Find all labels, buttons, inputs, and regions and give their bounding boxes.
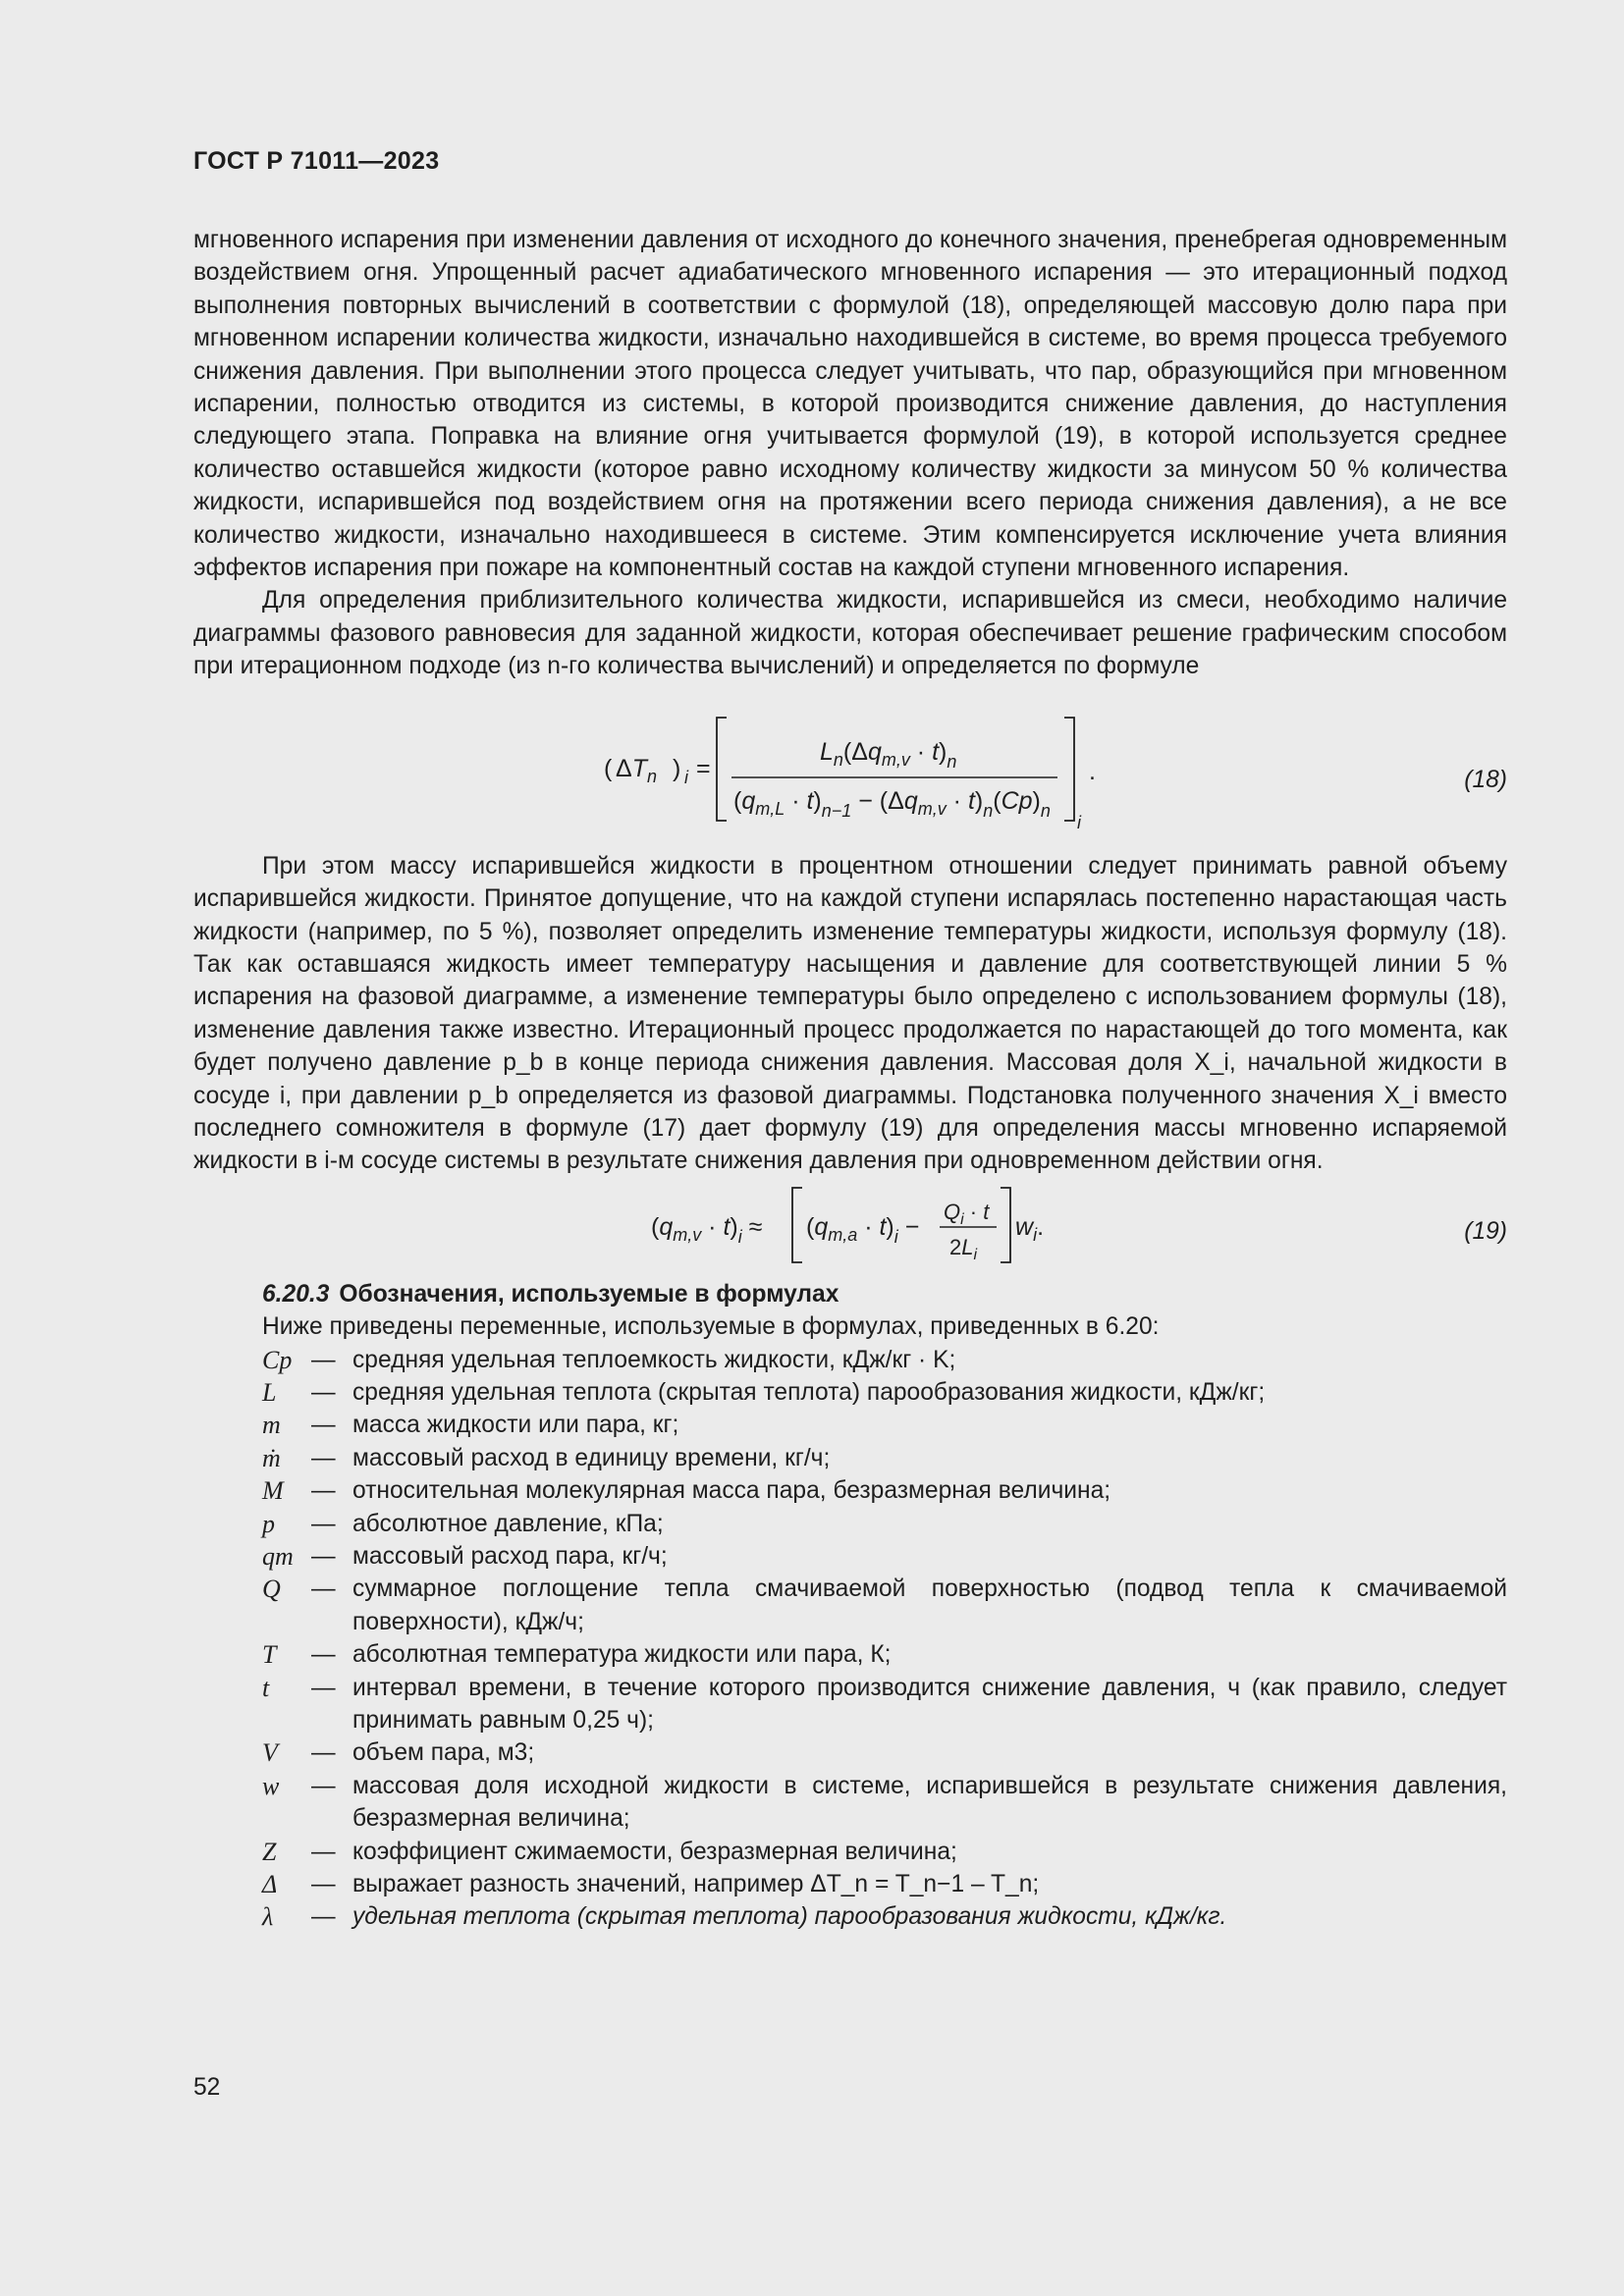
section-intro: Ниже приведены переменные, используемые в формулах, приведенных в 6.20:: [262, 1313, 1160, 1341]
definition-item: Cp — средняя удельная теплоемкость жидкости, кДж/кг · K;: [262, 1344, 1507, 1376]
svg-text:(qm,v · t)i ≈: $(q_{m,v} \cdot t)_i$ ≈: [651, 1212, 763, 1247]
formula-18-graphic: [193, 683, 1507, 828]
definition-symbol: T: [262, 1640, 277, 1670]
definition-text: объем пара, м3;: [352, 1739, 535, 1767]
definition-symbol: Q: [262, 1575, 281, 1604]
formula-18-number: (18): [1464, 766, 1507, 793]
definition-text: относительная молекулярная масса пара, безразмерная величина;: [352, 1477, 1111, 1505]
definition-symbol: p: [262, 1509, 275, 1538]
definition-text: массовая доля исходной жидкости в системе, испарившейся в результате снижения давления, безразмерная величина;: [352, 1772, 1507, 1833]
definition-text: массовый расход в единицу времени, кг/ч;: [352, 1444, 831, 1471]
definition-item: w — массовая доля исходной жидкости в системе, испарившейся в результате снижения давления, безразмерная величина;: [262, 1770, 1507, 1836]
svg-text:.: .: [1089, 757, 1096, 785]
svg-text:=: =: [696, 754, 711, 782]
definition-text: интервал времени, в течение которого производится снижение давления, ч (как правило, следует принимать равным 0,25 ч);: [352, 1674, 1507, 1735]
definition-symbol: t: [262, 1673, 270, 1702]
definition-item: M — относительная молекулярная масса пара, безразмерная величина;: [262, 1474, 1507, 1507]
document-header: ГОСТ Р 71011—2023: [193, 147, 440, 175]
definition-item: p — абсолютное давление, кПа;: [262, 1508, 1507, 1540]
definition-item: L — средняя удельная теплота (скрытая теплота) парообразования жидкости, кДж/кг;: [262, 1376, 1507, 1409]
definition-symbol: ṁ: [262, 1443, 281, 1472]
paragraph-2: Для определения приблизительного количества жидкости, испарившейся из смеси, необходимо наличие диаграммы фазового равновесия для заданной жидкости, которая обеспечивает решение графическим способом при итерационном подходе (из n-го количества вычислений) и определяется по формуле: [193, 587, 1507, 680]
definition-symbol: qm: [262, 1542, 294, 1571]
definitions-list: [193, 1344, 1507, 1934]
definition-symbol: m: [262, 1411, 281, 1440]
definition-item: Δ — выражает разность значений, например ΔT_n = T_n−1 – T_n;: [262, 1868, 1507, 1900]
definition-symbol: V: [262, 1738, 278, 1768]
formula-19-number: (19): [1464, 1217, 1507, 1245]
svg-text:i: i: [1077, 812, 1081, 828]
svg-text:Ln(Δqm,v · t)n: $L_n(\Delta q_{m,v} \cdot t)_n$: [820, 737, 957, 772]
definition-symbol: Cp: [262, 1345, 293, 1374]
page-number: 52: [193, 2074, 221, 2101]
definition-text: коэффициент сжимаемости, безразмерная величина;: [352, 1838, 957, 1865]
svg-text:2Li: $2L_i$: [949, 1234, 978, 1263]
definition-text: суммарное поглощение тепла смачиваемой поверхностью (подвод тепла к смачиваемой поверхности), кДж/ч;: [352, 1575, 1507, 1635]
definition-item: Q — суммарное поглощение тепла смачиваемой поверхностью (подвод тепла к смачиваемой поверхности), кДж/ч;: [262, 1573, 1507, 1638]
definition-text: средняя удельная теплоемкость жидкости, кДж/кг · K;: [352, 1346, 956, 1373]
svg-text:(qm,a · t)i −: $(q_{m,a} \cdot t)_i$ −: [806, 1212, 920, 1247]
definition-item: Z — коэффициент сжимаемости, безразмерная величина;: [262, 1836, 1507, 1868]
section-title: Обозначения, используемые в формулах: [339, 1280, 839, 1308]
definition-item: T — абсолютная температура жидкости или пара, К;: [262, 1638, 1507, 1671]
formula-19-graphic: [193, 1178, 1507, 1272]
paragraph-1: мгновенного испарения при изменении давления от исходного до конечного значения, пренебрегая одновременным воздействием огня. Упрощенный расчет адиабатического мгновенного испарения — это итерационный подход выполнения повторных вычислений в соответствии с формулой (18), определяющей массовую долю пара при мгновенном испарении количества жидкости, изначально находившейся в системе, во время процесса требуемого снижения давления. При выполнении этого процесса следует учитывать, что пар, образующийся при мгновенном испарении, полностью отводится из системы, в которой производится снижение давления, до наступления следующего этапа. Поправка на влияние огня учитывается формулой (19), в которой используется среднее количество оставшейся жидкости (которое равно исходному количеству жидкости за минусом 50 % количества жидкости, испарившейся под воздействием огня на протяжении всего периода снижения давления), а не все количество жидкости, изначально находившееся в системе. Этим компенсируется исключение учета влияния эффектов испарения при пожаре на компонентный состав на каждой ступени мгновенного испарения.: [193, 227, 1507, 582]
formula-19: [193, 1178, 1507, 1272]
svg-text:Qi · t: $Q_i \cdot t$: [944, 1199, 990, 1228]
definition-symbol: Z: [262, 1837, 277, 1866]
definition-text: средняя удельная теплота (скрытая теплота) парообразования жидкости, кДж/кг;: [352, 1378, 1266, 1406]
definition-text: абсолютное давление, кПа;: [352, 1510, 664, 1537]
section-number: 6.20.3: [262, 1280, 330, 1308]
svg-text:ΔTn: $\Delta T_n$: [616, 754, 657, 786]
definition-symbol: M: [262, 1476, 284, 1506]
definition-symbol: w: [262, 1771, 280, 1800]
definition-text: массовый расход пара, кг/ч;: [352, 1543, 668, 1570]
section-heading: [262, 1278, 1507, 1310]
svg-text:wi.: $w_i$.: [1015, 1212, 1045, 1245]
definition-item: ṁ — массовый расход в единицу времени, кг/ч;: [262, 1442, 1507, 1474]
definition-item: V — объем пара, м3;: [262, 1736, 1507, 1769]
svg-text:(: (: [604, 754, 613, 782]
definition-symbol: Δ: [262, 1870, 278, 1899]
definition-item: qm — массовый расход пара, кг/ч;: [262, 1540, 1507, 1573]
definition-text: масса жидкости или пара, кг;: [352, 1412, 679, 1439]
svg-text:(qm,L · t)n−1 − (Δqm,v · t)n(C: $(q_{m,L} \cdot t)_{n-1} - (\Delta q_{m,v} \cdot t)_n(Cp)_n$: [733, 786, 1051, 821]
definition-text: абсолютная температура жидкости или пара, К;: [352, 1641, 892, 1669]
definition-item: λ — удельная теплота (скрытая теплота) парообразования жидкости, кДж/кг.: [262, 1900, 1507, 1933]
formula-18: [193, 683, 1507, 828]
svg-text:): ): [673, 754, 681, 782]
definition-item: m — масса жидкости или пара, кг;: [262, 1409, 1507, 1441]
definition-symbol: λ: [262, 1902, 274, 1932]
definition-item: t — интервал времени, в течение которого производится снижение давления, ч (как правило, следует принимать равным 0,25 ч);: [262, 1672, 1507, 1737]
paragraph-3: При этом массу испарившейся жидкости в процентном отношении следует принимать равной объему испарившейся жидкости. Принятое допущение, что на каждой ступени испарялась постепенно нарастающая часть жидкости (например, по 5 %), позволяет определить изменение температуры жидкости, используя формулу (18). Так как оставшаяся жидкость имеет температуру насыщения и давление для соответствующей линии 5 % испарения на фазовой диаграмме, а изменение температуры было определено с использованием формулы (18), изменение давления также известно. Итерационный процесс продолжается по нарастающей до того момента, как будет получено давление p_b в конце периода снижения давления. Массовая доля X_i, начальной жидкости в сосуде i, при давлении p_b определяется из фазовой диаграммы. Подстановка полученного значения X_i вместо последнего сомножителя в формуле (17) дает формулу (19) для определения массы мгновенно испаряемой жидкости в i-м сосуде системы в результате снижения давления при одновременном действии огня.: [193, 852, 1507, 1175]
definition-symbol: L: [262, 1377, 277, 1407]
definition-text: выражает разность значений, например ΔT_n = T_n−1 – T_n;: [352, 1871, 1040, 1898]
document-body: [193, 224, 1507, 1934]
svg-text:i: i: [684, 767, 688, 787]
definition-text: удельная теплота (скрытая теплота) парообразования жидкости, кДж/кг.: [352, 1903, 1227, 1931]
